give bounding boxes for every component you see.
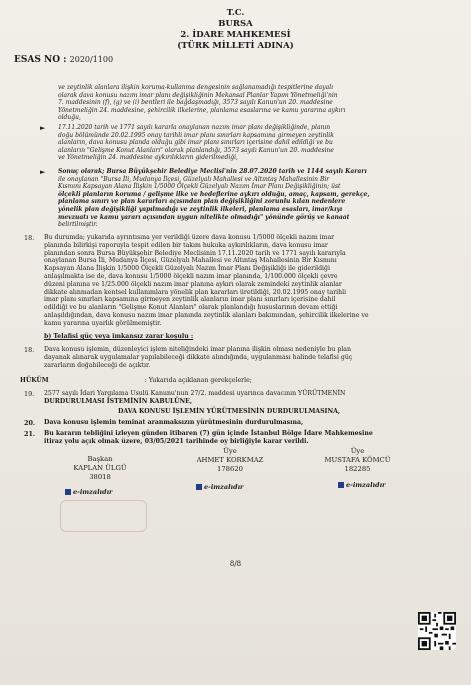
para18-line: Bu durumda; yukarıda ayrıntısına yer verildiği üzere dava konusu 1/5000 ölçekli nazım imar	[44, 234, 335, 241]
signature-block-1	[55, 455, 145, 482]
bullet3-line: planlama sınırı ve plan kararları açısından plan değişikliğini zorunlu kılan nedenlere	[58, 198, 346, 206]
hukum-label: HÜKÜM	[20, 377, 49, 384]
para18-line: anlaşılmakta ise de, dava konusu 1/5000 ölçekli nazım imar planında, 1/100.000 ölçekli çevre	[44, 272, 338, 280]
para18-line: anlaşıldığından, dava konusu nazım imar planında zeytinlik alanları bakımından, şehircilik ilkelerine ve	[44, 311, 369, 319]
paragraph-number: 18.	[24, 346, 35, 354]
bullet-arrow-icon: ►	[40, 168, 46, 176]
section-b-text: b) Telafisi güç veya imkansız zarar koşulu :	[44, 333, 194, 340]
paragraph-19	[44, 390, 345, 406]
e-signature-icon	[65, 489, 71, 495]
para18b-line: Dava konusu işlemin, düzenleyici işlem niteliğindeki imar planına ilişkin olması nedeniyle bu plan	[44, 346, 351, 353]
bullet2-line: 17.11.2020 tarih ve 1771 sayılı kararla onaylanan nazım imar planı değişikliğinde, planın	[58, 124, 331, 131]
section-b-heading	[44, 333, 193, 341]
signer-id: 178620	[217, 465, 243, 473]
bullet3-line: mevzuatı ve kamu yararı açısından uygun nitelikte olmadığı" yönünde görüş ve kanaat	[58, 213, 350, 221]
signer-name: AHMET KORKMAZ	[196, 456, 264, 464]
para18-line: kamu yararına uyarlık görülmemiştir.	[44, 319, 162, 327]
e-signature-icon	[196, 484, 202, 490]
paragraph-20	[44, 419, 303, 427]
header-line3: 2. İDARE MAHKEMESİ	[180, 30, 291, 40]
p20-text: Dava konusu işlemin teminat aranmaksızın yürütmesinin durdurulmasına,	[44, 419, 304, 426]
signer-role: Üye	[223, 447, 237, 455]
p19-line: DURDURULMASI İSTEMİNİN KABULÜNE,	[44, 397, 192, 405]
paragraph-21	[44, 430, 373, 446]
p19-decision-text: DAVA KONUSU İŞLEMİN YÜRÜTMESİNİN DURDURULMASINA,	[118, 408, 341, 415]
signer-id: 182285	[344, 465, 371, 473]
para18b-line: zararların doğabileceği de açıktır.	[44, 361, 151, 369]
bullet3-line: ile onaylanan "Bursa İli, Mudanya İlçesi, Güzelyalı Mahallesi ve Altıntaş Mahallesinin Bir	[58, 175, 330, 183]
signer-role: Üye	[350, 447, 365, 455]
para18-line: planından sonra Bursa Büyükşehir Belediye Meclisinin 17.11.2020 tarih ve 1771 sayılı kararıyla	[44, 249, 346, 257]
para18-line: imar planı sınırları kapsamına girmeyen zeytinlik alanların imar planı sınırları içerisine dahil	[44, 296, 336, 304]
quote-block	[58, 84, 345, 122]
bullet2-line: doğu bölümünde 20.02.1995 onay tarihli imar planı sınırları kapsamına girmeyen zeytinlik	[58, 131, 334, 139]
para18-line: dikkate alınmadan kentsel kullanımlara yönelik plan kararları üretildiği, 20.02.1995 onay tarihli	[44, 288, 347, 296]
bullet3-line: yönelik plan değişikliği yapılmadığı ve zeytinlik ilkeleri, planlama esasları, imar/kıyı	[58, 205, 343, 213]
bullet2-block	[58, 124, 334, 162]
bullet2-line: alanların "Gelişme Konut Alanları" olarak planlandığı, 3573 sayılı Kanun'un 20. maddesine	[58, 146, 334, 154]
bullet-arrow-icon: ►	[40, 124, 46, 132]
hukum-text: : Yukarıda açıklanan gerekçelerle;	[144, 377, 252, 384]
signature-block-2	[180, 447, 280, 474]
para18-line: Kapsayan Alana İlişkin 1/5000 Ölçekli Güzelyalı Nazım İmar Planı Değişikliği ile giderildiği	[44, 265, 330, 273]
para18-line: düzeni planına ve 1/25.000 ölçekli nazım imar planına aykırı olarak zemindeki zeytinlik alanlar	[44, 280, 342, 288]
bullet3-line: Sonuç olarak; Bursa Büyükşehir Belediye Meclisi'nin 28.07.2020 tarih ve 1144 sayılı Kararı	[58, 168, 367, 175]
para18-line: edildiği ve bu alanların "Gelişme Konut Alanları" olarak planlandığı hususlarının devam ettiği	[44, 304, 338, 312]
bullet2-line: ve Yönetmeliğin 24. maddesine aykırılıkların giderilmediği,	[58, 154, 238, 162]
faded-stamp	[60, 500, 147, 532]
paragraph-number: 21.	[24, 430, 36, 438]
signer-name: MUSTAFA KÖMCÜ	[324, 456, 391, 464]
quote-line: olduğu,	[58, 114, 81, 122]
signer-role: Başkan	[87, 455, 113, 463]
para18-line: planında bilirkişi raporuyla tespit edilen bir takım hukuka aykırılıkların, dava konusu imar	[44, 241, 328, 249]
quote-line: olarak dava konusu nazım imar planı değişikliğinin Mekansal Planlar Yapım Yönetmeliği'nin	[58, 91, 338, 99]
p21-line: Bu kararın tebliğini izleyen günden itibaren (7) gün içinde İstanbul Bölge İdare Mahkemesine	[44, 430, 373, 437]
p21-line: itiraz yolu açık olmak üzere, 03/05/2021 tarihinde oy birliğiyle karar verildi.	[44, 437, 309, 445]
paragraph-number: 19.	[24, 390, 35, 398]
paragraph-number: 18.	[24, 234, 35, 242]
e-signature-text: e-imzalıdır	[346, 481, 386, 489]
e-signature-text: e-imzalıdır	[204, 483, 244, 491]
paragraph-number: 20.	[24, 419, 36, 427]
para18b-line: dayanak alınarak uygulamalar yapılabileceği dikkate alındığında, uygulanması halinde telafisi güç	[44, 353, 353, 361]
header-line4: (TÜRK MİLLETİ ADINA)	[177, 41, 294, 51]
header-line1: T.C.	[226, 8, 245, 18]
page-number: 8/8	[229, 560, 242, 568]
signer-id: 38018	[89, 473, 111, 481]
case-number	[14, 55, 113, 65]
bullet3-line: belirtilmiştir.	[58, 221, 98, 229]
bullet2-line: alanların, dava konusu planda olduğu gibi imar planı sınırları içerisine dahil edildiği ve bu	[58, 139, 333, 147]
p19-decision	[118, 408, 340, 416]
qr-code-icon	[418, 612, 456, 650]
bullet3-line: Kısmını Kapsayan Alana İlişkin 1/5000 Ölçekli Güzelyalı Nazım İmar Planı Değişikliğinin; üst	[58, 183, 341, 191]
quote-line: ve zeytinlik alanlara ilişkin koruma-kullanma dengesinin sağlanamadığı tespitlerine dayalı	[58, 84, 334, 91]
e-signature-2	[196, 483, 243, 491]
e-signature-text: e-imzalıdır	[73, 488, 113, 496]
court-header	[0, 8, 471, 52]
para18-line: onaylanan Bursa İli, Mudanya İlçesi, Güzelyalı Mahallesi ve Altıntaş Mahallesinin Bir Kısmını	[44, 257, 337, 265]
signer-name: KAPLAN ÜLGÜ	[73, 464, 127, 472]
header-line2: BURSA	[218, 19, 253, 29]
bullet3-block	[58, 168, 370, 229]
e-signature-1	[65, 488, 112, 496]
bullet3-line: ölçekli planların koruma / gelişme ilke ve hedeflerine aykırı olduğu, amaç, kapsam, gerekçe,	[58, 190, 370, 198]
e-signature-icon	[338, 482, 344, 488]
hukum-row	[20, 377, 252, 385]
paragraph-18	[44, 234, 369, 328]
quote-line: 7. maddesinin (f), (g) ve (i) bentleri ile bağdaşmadığı, 3573 sayılı Kanun'un 20. maddesine	[58, 99, 333, 107]
case-number-label: ESAS NO :	[14, 55, 67, 65]
paragraph-18b	[44, 346, 352, 369]
quote-line: Yönetmeliğin 24. maddesine, şehircilik ilkelerine, planlama esaslarına ve kamu yararına aykırı	[58, 106, 346, 114]
e-signature-3	[338, 481, 385, 489]
p19-line: 2577 sayılı İdari Yargılama Usulü Kanunu'nun 27/2. maddesi uyarınca davacının YÜRÜTMENİN	[44, 390, 346, 397]
case-number-value: 2020/1100	[69, 55, 114, 64]
signature-block-3	[300, 447, 415, 474]
